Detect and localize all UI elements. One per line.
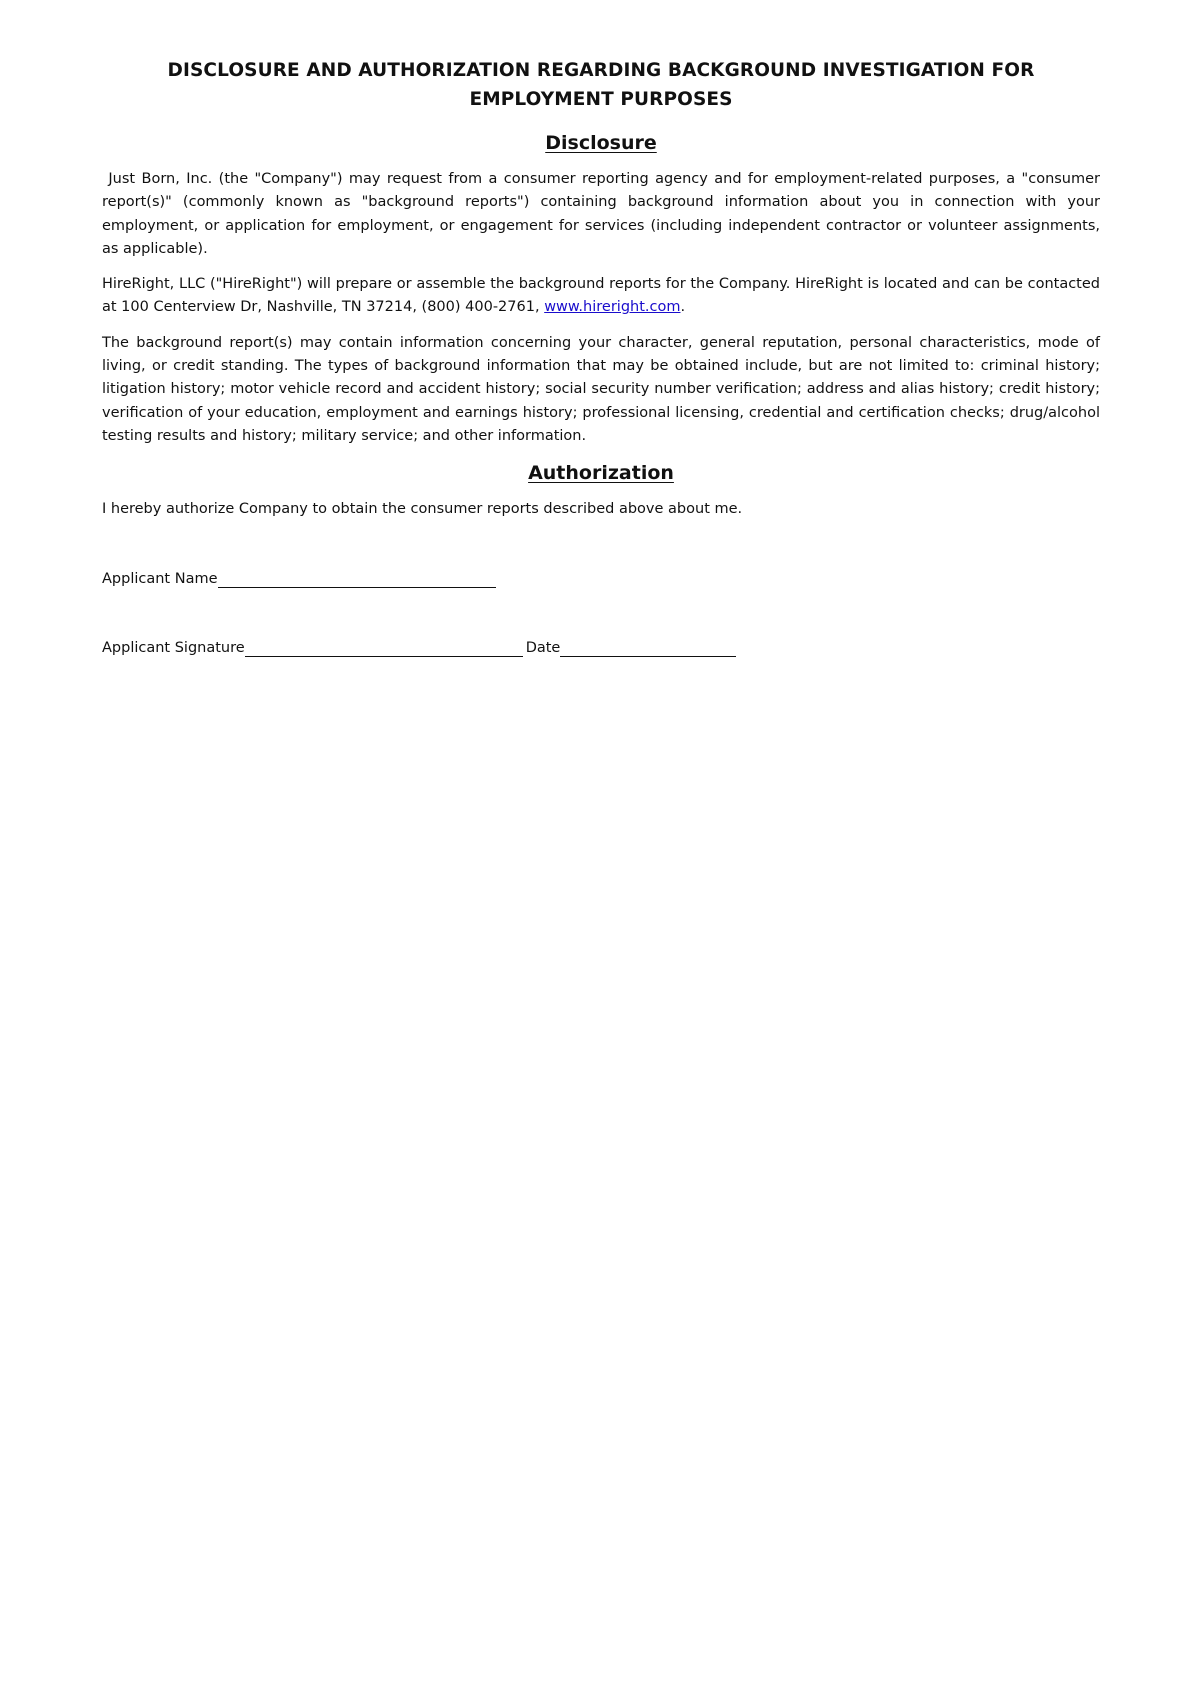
applicant-name-label: Applicant Name bbox=[102, 570, 218, 587]
disclosure-paragraph-hireright bbox=[102, 273, 1100, 320]
disclosure-paragraph-report-contents: The background report(s) may contain information concerning your character, general reputation, personal characteristics, mode of living, or credit standing. The types of background information that may be obtained include, but are not limited to: criminal history; litigation history; motor vehicle record and accident history; social security number verification; address and alias history; credit history; verification of your education, employment and earnings history; professional licensing, credential and certification checks; drug/alcohol testing results and history; military service; and other information. bbox=[102, 334, 1100, 444]
applicant-signature-label: Applicant Signature bbox=[102, 639, 245, 656]
document-title: DISCLOSURE AND AUTHORIZATION REGARDING BACKGROUND INVESTIGATION FOR EMPLOYMENT PURPOSES bbox=[167, 60, 1035, 110]
disclosure-paragraph-company-text: Just Born, Inc. (the "Company") may request from a consumer reporting agency and for employment-related purposes, a "consumer report(s)" (commonly known as "background reports") containing background information about you in connection with your employment, or application for employment, or engagement for services (including independent contractor or volunteer assignments, as applicable). bbox=[102, 171, 1101, 257]
applicant-signature-field[interactable] bbox=[245, 638, 523, 657]
disclosure-paragraph-company bbox=[102, 168, 1100, 261]
applicant-name-field[interactable] bbox=[218, 569, 496, 588]
date-field[interactable] bbox=[560, 638, 736, 657]
hireright-contact-text: HireRight, LLC ("HireRight") will prepare or assemble the background reports for the Company. HireRight is located and can be contacted at 100 Centerview Dr, Nashville, TN 37214, (800) 400-2761, bbox=[102, 276, 1100, 316]
applicant-name-row bbox=[102, 568, 1100, 591]
hireright-contact-end: . bbox=[680, 299, 686, 316]
hireright-website-link[interactable]: www.hireright.com bbox=[544, 299, 681, 316]
document-page bbox=[102, 56, 1100, 660]
authorization-statement: I hereby authorize Company to obtain the consumer reports described above about me. bbox=[102, 501, 743, 518]
applicant-signature-row bbox=[102, 637, 1100, 660]
date-label: Date bbox=[525, 639, 561, 656]
authorization-heading: Authorization bbox=[528, 462, 674, 485]
disclosure-heading: Disclosure bbox=[545, 132, 657, 154]
